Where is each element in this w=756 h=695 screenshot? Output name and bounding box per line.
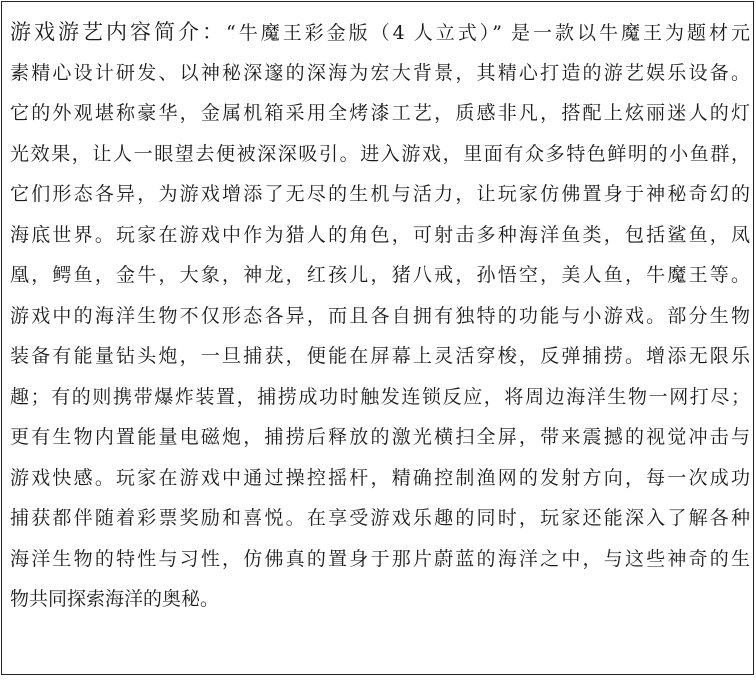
- text-line-5: 它们形态各异，为游戏增添了无尽的生机与活力，让玩家仿佛置身于神秘奇幻的: [10, 183, 750, 205]
- line-text: “牛魔王彩金版（4 人立式）” 是一款以牛魔王为题材元: [225, 22, 751, 44]
- text-line-10: 趣；有的则携带爆炸装置，捕捞成功时触发连锁反应，将周边海洋生物一网打尽；: [10, 385, 750, 408]
- text-line-4: 光效果，让人一眼望去便被深深吸引。进入游戏，里面有众多特色鲜明的小鱼群，: [10, 142, 750, 165]
- text-line-7: 凰，鳄鱼，金牛，大象，神龙，红孩儿，猪八戒，孙悟空，美人鱼，牛魔王等。: [10, 264, 750, 286]
- text-line-6: 海底世界。玩家在游戏中作为猎人的角色，可射击多种海洋鱼类，包括鲨鱼，凤: [10, 223, 750, 246]
- text-line-15: 物共同探索海洋的奥秘。: [10, 588, 220, 610]
- text-line-3: 它的外观堪称豪华，金属机箱采用全烤漆工艺，质感非凡，搭配上炫丽迷人的灯: [10, 102, 750, 124]
- text-line-11: 更有生物内置能量电磁炮，捕捞后释放的激光横扫全屏，带来震撼的视觉冲击与: [10, 426, 750, 448]
- text-line-1: [10, 12, 750, 53]
- text-line-8: 游戏中的海洋生物不仅形态各异，而且各自拥有独特的功能与小游戏。部分生物: [10, 304, 750, 327]
- description-text: [10, 12, 750, 620]
- text-line-2: 素精心设计研发、以神秘深邃的深海为宏大背景，其精心打造的游艺娱乐设备。: [10, 61, 750, 84]
- text-line-13: 捕获都伴随着彩票奖励和喜悦。在享受游戏乐趣的同时，玩家还能深入了解各种: [10, 507, 750, 529]
- text-line-9: 装备有能量钻头炮，一旦捕获，便能在屏幕上灵活穿梭，反弹捕捞。增添无限乐: [10, 345, 750, 367]
- text-line-14: 海洋生物的特性与习性，仿佛真的置身于那片蔚蓝的海洋之中，与这些神奇的生: [10, 547, 750, 570]
- text-line-12: 游戏快感。玩家在游戏中通过操控摇杆，精确控制渔网的发射方向，每一次成功: [10, 466, 750, 489]
- section-label: 游戏游艺内容简介：: [10, 20, 226, 44]
- content-box: [1, 1, 754, 675]
